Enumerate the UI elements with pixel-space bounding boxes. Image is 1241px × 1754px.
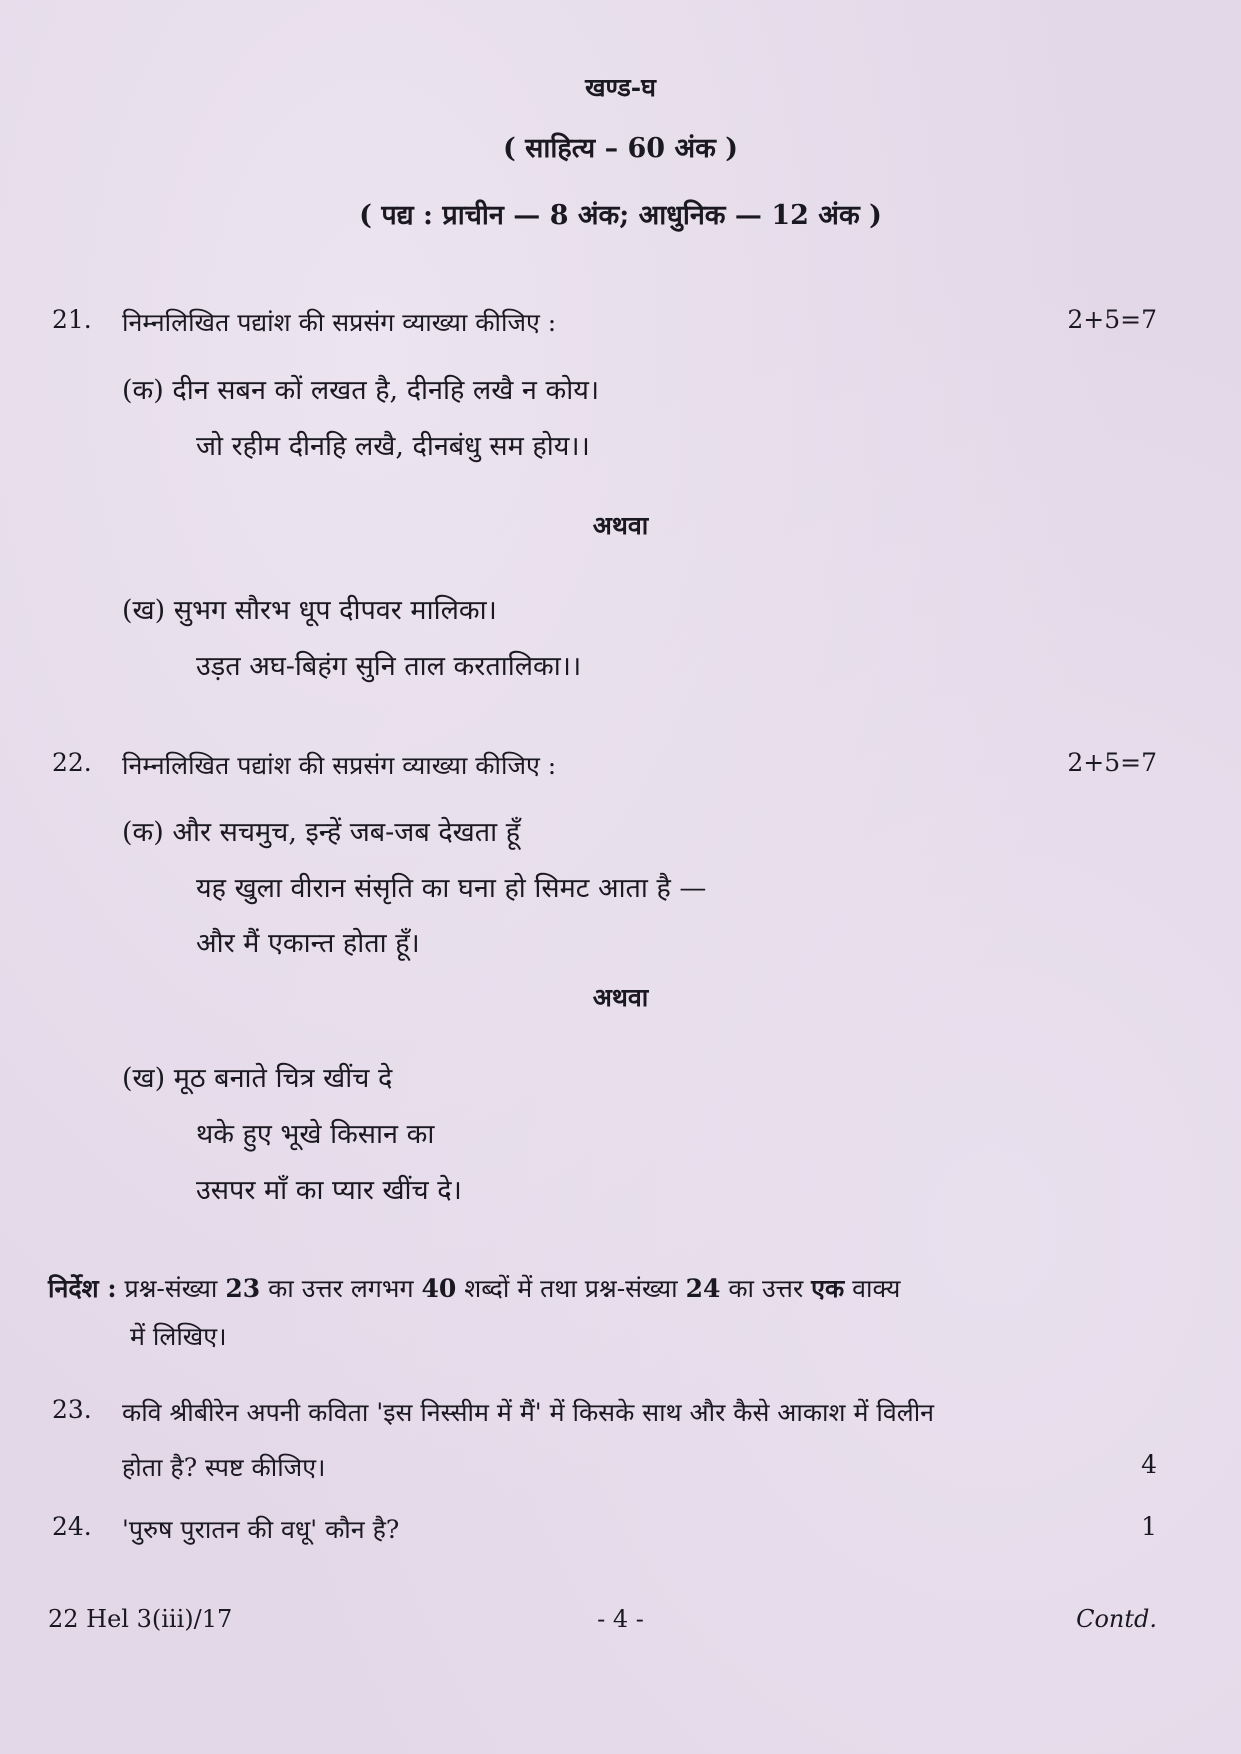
q22-number: 22. xyxy=(52,748,92,777)
section-title: खण्ड-घ xyxy=(585,73,656,102)
q24-text: 'पुरुष पुरातन की वधू' कौन है? xyxy=(122,1515,400,1544)
q24-number: 24. xyxy=(52,1512,92,1541)
q22-prompt: निम्नलिखित पद्यांश की सप्रसंग व्याख्या कीजिए : xyxy=(122,751,557,780)
instruction-part5: वाक्य xyxy=(852,1274,901,1303)
q22-a-line3: और मैं एकान्त होता हूँ। xyxy=(196,928,420,959)
q23-number: 23. xyxy=(52,1395,92,1424)
section-breakdown: ( पद्य : प्राचीन — 8 अंक; आधुनिक — 12 अंक ) xyxy=(359,200,882,231)
q21-a-line1: (क) दीन सबन कों लखत है, दीनहि लखै न कोय। xyxy=(122,375,600,406)
q21-b-line2: उड़त अघ-बिहंग सुनि ताल करतालिका।। xyxy=(196,651,582,682)
q22-b-line1: (ख) मूठ बनाते चित्र खींच दे xyxy=(122,1063,393,1094)
q21-b-line1: (ख) सुभग सौरभ धूप दीपवर मालिका। xyxy=(122,595,497,626)
q21-a-line2: जो रहीम दीनहि लखै, दीनबंधु सम होय।। xyxy=(196,431,590,462)
instruction-label: निर्देश : xyxy=(48,1274,117,1303)
q21-number: 21. xyxy=(52,305,92,334)
footer-contd: Contd. xyxy=(1076,1605,1157,1633)
instruction xyxy=(48,1265,1158,1361)
instruction-n24: 24 xyxy=(685,1274,721,1303)
instruction-part2: का उत्तर लगभग xyxy=(268,1274,414,1303)
q21-or: अथवा xyxy=(592,511,649,540)
q23-line1: कवि श्रीबीरेन अपनी कविता 'इस निस्सीम में मैं' में किसके साथ और कैसे आकाश में विलीन xyxy=(122,1398,935,1427)
instruction-part6: में लिखिए। xyxy=(130,1322,227,1351)
footer-code: 22 Hel 3(iii)/17 xyxy=(48,1605,233,1633)
instruction-n40: 40 xyxy=(421,1274,457,1303)
instruction-part4: का उत्तर xyxy=(728,1274,804,1303)
q23-marks: 4 xyxy=(1141,1450,1157,1479)
q23-line2: होता है? स्पष्ट कीजिए। xyxy=(122,1453,326,1482)
instruction-part3: शब्दों में तथा प्रश्न-संख्या xyxy=(464,1274,678,1303)
q21-prompt: निम्नलिखित पद्यांश की सप्रसंग व्याख्या कीजिए : xyxy=(122,308,557,337)
footer-page: - 4 - xyxy=(597,1605,644,1633)
instruction-ek: एक xyxy=(811,1274,845,1303)
q22-marks: 2+5=7 xyxy=(1067,748,1157,777)
section-subtitle: ( साहित्य – 60 अंक ) xyxy=(502,133,739,164)
q22-a-line1: (क) और सचमुच, इन्हें जब-जब देखता हूँ xyxy=(122,817,521,848)
instruction-part1: प्रश्न-संख्या xyxy=(124,1274,218,1303)
q22-b-line2: थके हुए भूखे किसान का xyxy=(196,1119,435,1150)
q22-or: अथवा xyxy=(592,983,649,1012)
instruction-n23: 23 xyxy=(225,1274,261,1303)
q22-a-line2: यह खुला वीरान संसृति का घना हो सिमट आता है — xyxy=(196,873,707,904)
q24-marks: 1 xyxy=(1141,1512,1157,1541)
q22-b-line3: उसपर माँ का प्यार खींच दे। xyxy=(196,1175,462,1206)
q21-marks: 2+5=7 xyxy=(1067,305,1157,334)
